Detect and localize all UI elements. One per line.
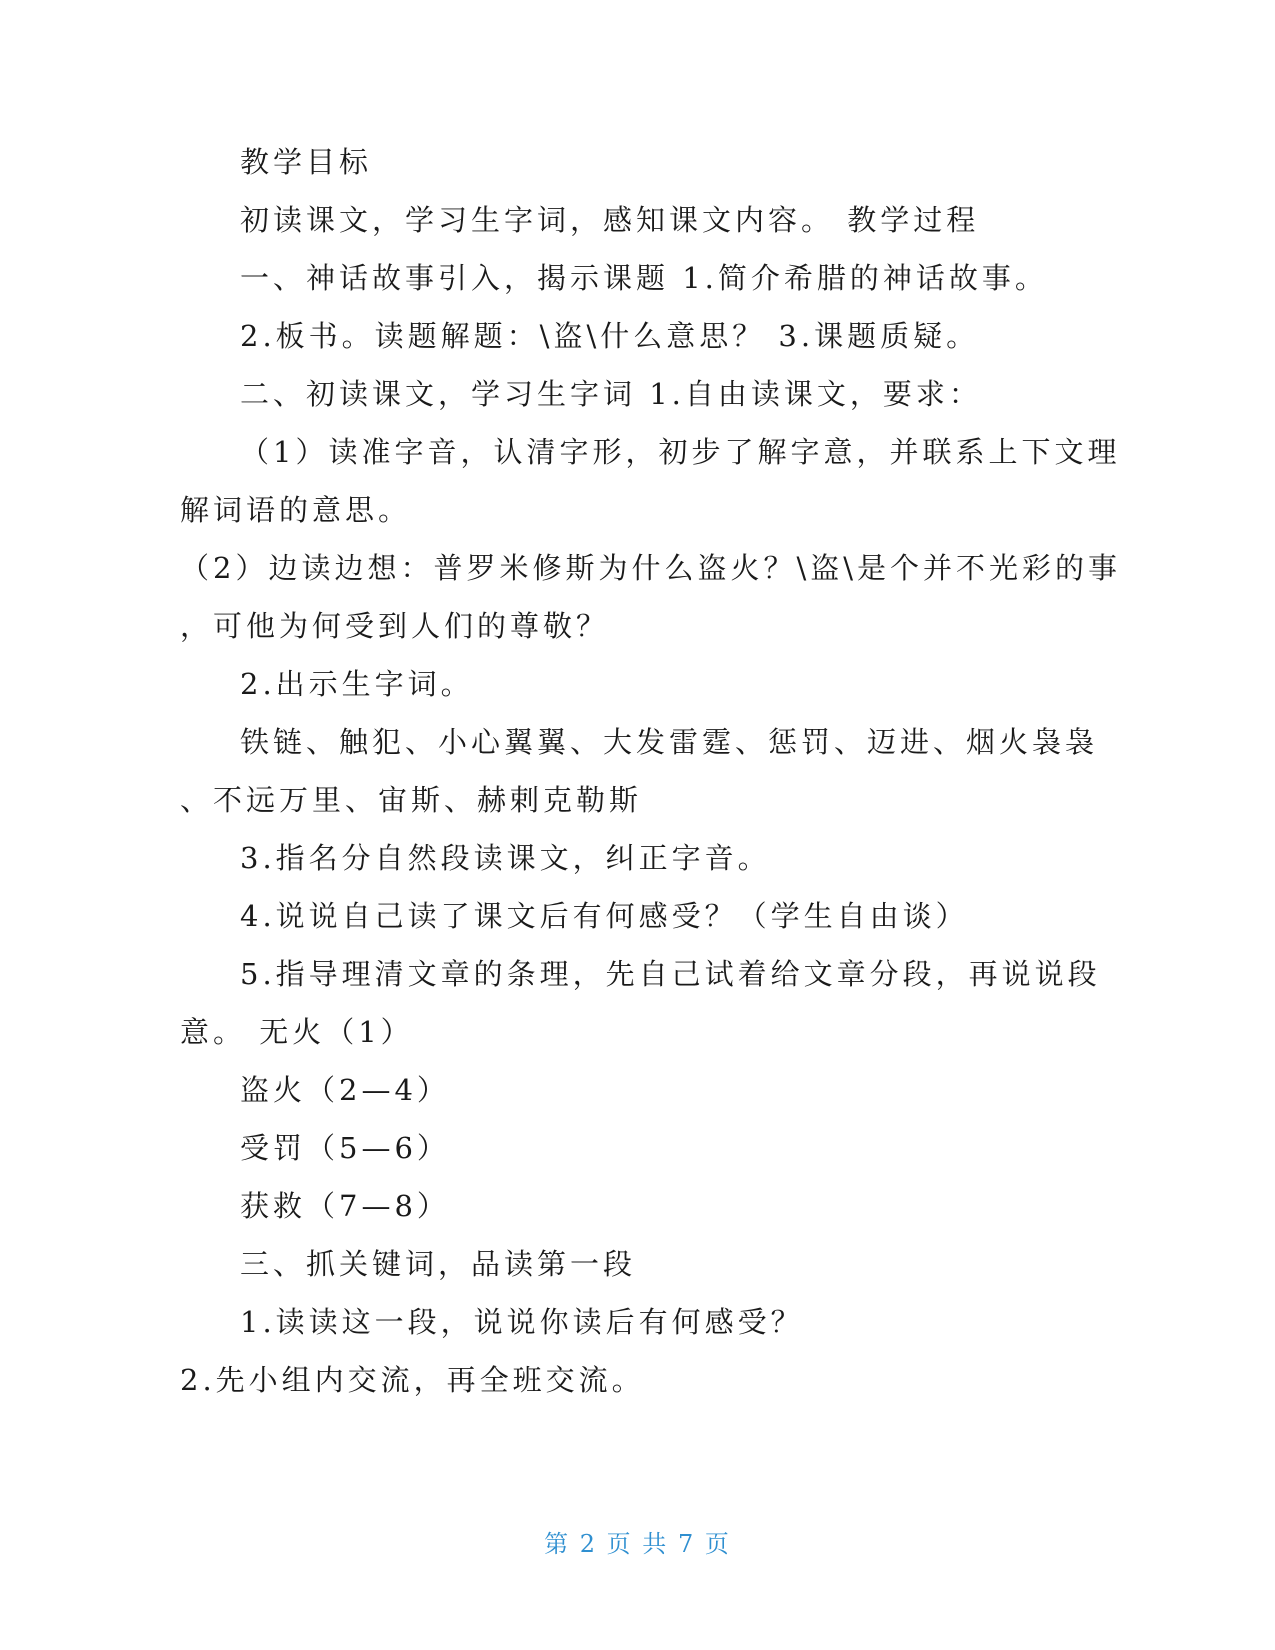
text-line: （2）边读边想：普罗米修斯为什么盗火？\盗\是个并不光彩的事 <box>180 551 1121 585</box>
text-line: 2.板书。读题解题：\盗\什么意思？ 3.课题质疑。 <box>240 319 980 353</box>
text-line: （1）读准字音，认清字形，初步了解字意，并联系上下文理 <box>240 435 1121 469</box>
text-line: 获救（7—8） <box>240 1189 450 1223</box>
text-line: 盗火（2—4） <box>240 1073 450 1107</box>
text-line: 1.读读这一段，说说你读后有何感受？ <box>240 1305 804 1339</box>
text-line: 铁链、触犯、小心翼翼、大发雷霆、惩罚、迈进、烟火袅袅 <box>240 725 1099 759</box>
text-line: ，可他为何受到人们的尊敬？ <box>180 609 610 643</box>
text-line: 初读课文，学习生字词，感知课文内容。 教学过程 <box>240 203 980 237</box>
text-line: 2.先小组内交流，再全班交流。 <box>180 1363 645 1397</box>
text-line: 解词语的意思。 <box>180 493 412 527</box>
text-line: 一、神话故事引入，揭示课题 1.简介希腊的神话故事。 <box>240 261 1048 295</box>
text-line: 受罚（5—6） <box>240 1131 450 1165</box>
text-line: 、不远万里、宙斯、赫剌克勒斯 <box>180 783 643 817</box>
text-line: 意。 无火（1） <box>180 1015 414 1049</box>
page-number: 第 2 页 共 7 页 <box>544 1530 731 1558</box>
text-line: 2.出示生字词。 <box>240 667 474 701</box>
text-line: 二、初读课文，学习生字词 1.自由读课文，要求： <box>240 377 982 411</box>
text-line: 教学目标 <box>240 145 373 179</box>
text-line: 三、抓关键词，品读第一段 <box>240 1247 637 1281</box>
text-line: 5.指导理清文章的条理，先自己试着给文章分段，再说说段 <box>240 957 1101 991</box>
text-line: 4.说说自己读了课文后有何感受？（学生自由谈） <box>240 899 969 933</box>
text-line: 3.指名分自然段读课文，纠正字音。 <box>240 841 771 875</box>
